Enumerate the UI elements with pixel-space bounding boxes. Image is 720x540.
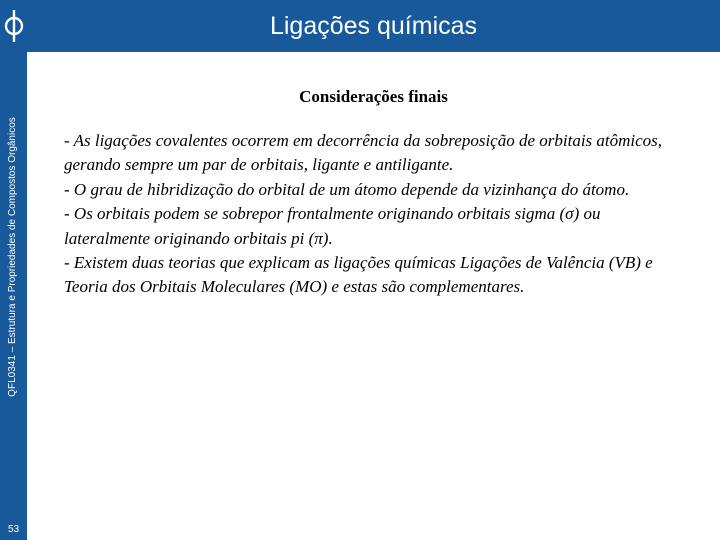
course-label: QFL0341 – Estrutura e Propriedades de Compostos Orgânicos	[7, 117, 18, 397]
section-title: Considerações finais	[299, 87, 448, 106]
paragraph: - Os orbitais podem se sobrepor frontalmente originando orbitais sigma (σ) ou lateralmente originando orbitais pi (π).	[64, 204, 601, 248]
sidebar	[0, 0, 27, 540]
paragraph: - O grau de hibridização do orbital de um átomo depende da vizinhança do átomo.	[64, 179, 630, 199]
paragraph: - As ligações covalentes ocorrem em decorrência da sobreposição de orbitais atômicos, gerando sempre um par de orbitais, ligante e antiligante.	[64, 131, 663, 175]
page-title: Ligações químicas	[269, 12, 478, 40]
header-bar	[27, 0, 720, 52]
paragraph: - Existem duas teorias que explicam as ligações químicas Ligações de Valência (VB) e Teoria dos Orbitais Moleculares (MO) e estas são complementares.	[64, 253, 653, 297]
page-number: 53	[7, 524, 20, 535]
body-text	[64, 129, 689, 300]
university-logo-icon	[2, 8, 26, 44]
